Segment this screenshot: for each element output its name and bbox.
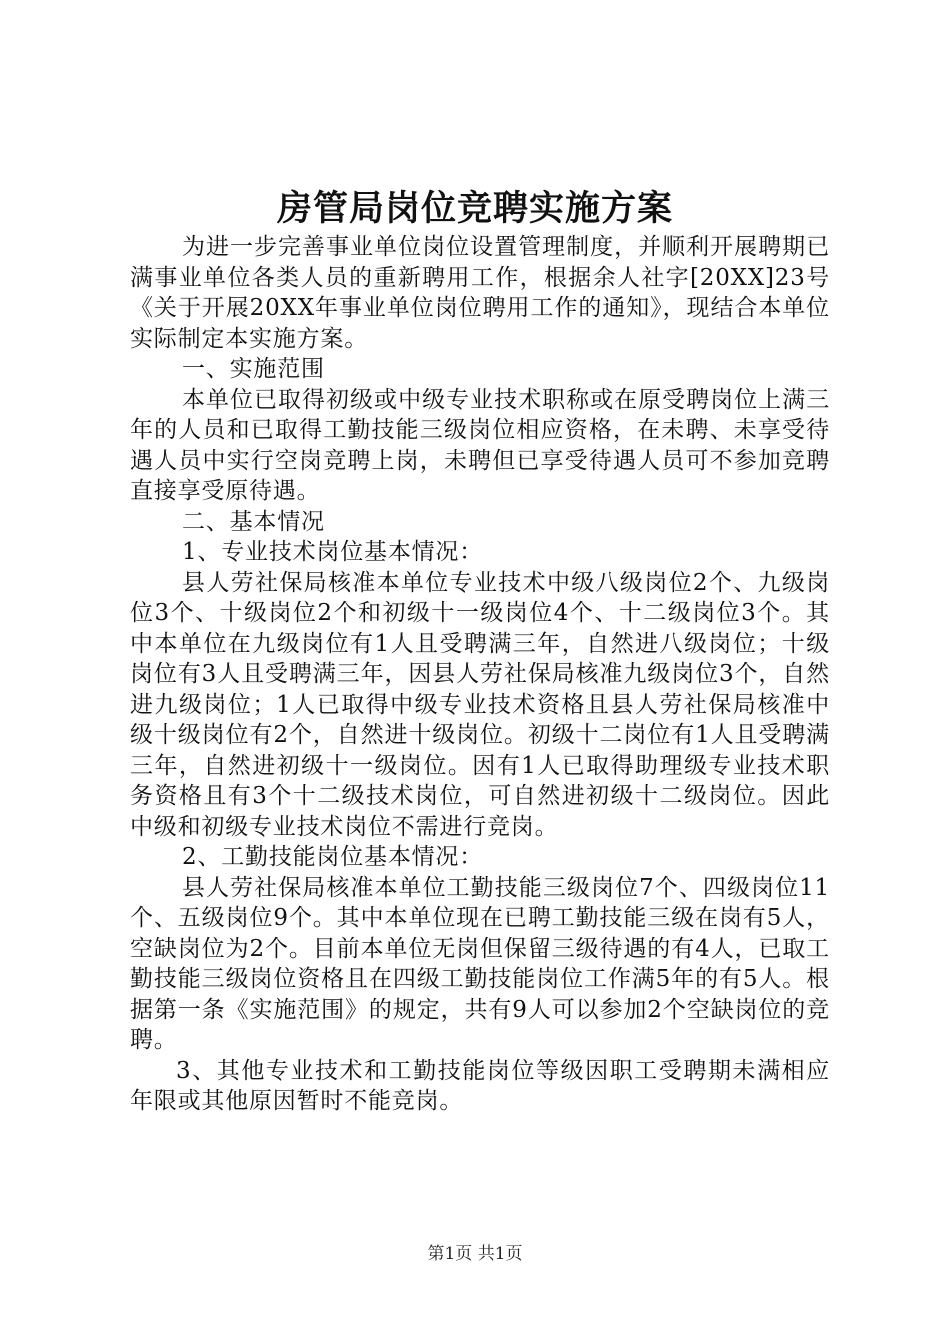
intro-paragraph: 为进一步完善事业单位岗位设置管理制度，并顺利开展聘期已满事业单位各类人员的重新聘用工作，根据余人社字[20XX]23号《关于开展20XX年事业单位岗位聘用工作的通知》，现结合本单位实际制定本实施方案。 (130, 234, 830, 352)
subheading-professional-technical: 1、专业技术岗位基本情况： (182, 539, 484, 565)
other-positions-paragraph: 3、其他专业技术和工勤技能岗位等级因职工受聘期未满相应年限或其他原因暂时不能竞岗。 (130, 1057, 830, 1114)
page-footer: 第1页 共1页 (427, 1244, 523, 1264)
document-title: 房管局岗位竞聘实施方案 (276, 188, 673, 229)
subheading-worker-skill: 2、工勤技能岗位基本情况： (182, 844, 484, 870)
scope-paragraph: 本单位已取得初级或中级专业技术职称或在原受聘岗位上满三年的人员和已取得工勤技能三级岗位相应资格，在未聘、未享受待遇人员中实行空岗竞聘上岗，未聘但已享受待遇人员可不参加竞聘直接享受原待遇。 (130, 386, 830, 504)
section-heading-basic-info: 二、基本情况 (182, 508, 325, 535)
worker-skill-paragraph: 县人劳社保局核准本单位工勤技能三级岗位7个、四级岗位11个、五级岗位9个。其中本单位现在已聘工勤技能三级在岗有5人，空缺岗位为2个。目前本单位无岗但保留三级待遇的有4人，已取工勤技能三级岗位资格且在四级工勤技能岗位工作满5年的有5人。根据第一条《实施范围》的规定，共有9人可以参加2个空缺岗位的竞聘。 (130, 874, 830, 1053)
section-heading-scope: 一、实施范围 (182, 356, 325, 382)
professional-technical-paragraph: 县人劳社保局核准本单位专业技术中级八级岗位2个、九级岗位3个、十级岗位2个和初级十一级岗位4个、十二级岗位3个。其中本单位在九级岗位有1人且受聘满三年，自然进八级岗位；十级岗位有3人且受聘满三年，因县人劳社保局核准九级岗位3个，自然进九级岗位；1人已取得中级专业技术资格且县人劳社保局核准中级十级岗位有2个，自然进十级岗位。初级十二岗位有1人且受聘满三年，自然进初级十一级岗位。因有1人已取得助理级专业技术职务资格且有3个十二级技术岗位，可自然进初级十二级岗位。因此中级和初级专业技术岗位不需进行竞岗。 (130, 569, 830, 840)
document-body (130, 232, 830, 1117)
